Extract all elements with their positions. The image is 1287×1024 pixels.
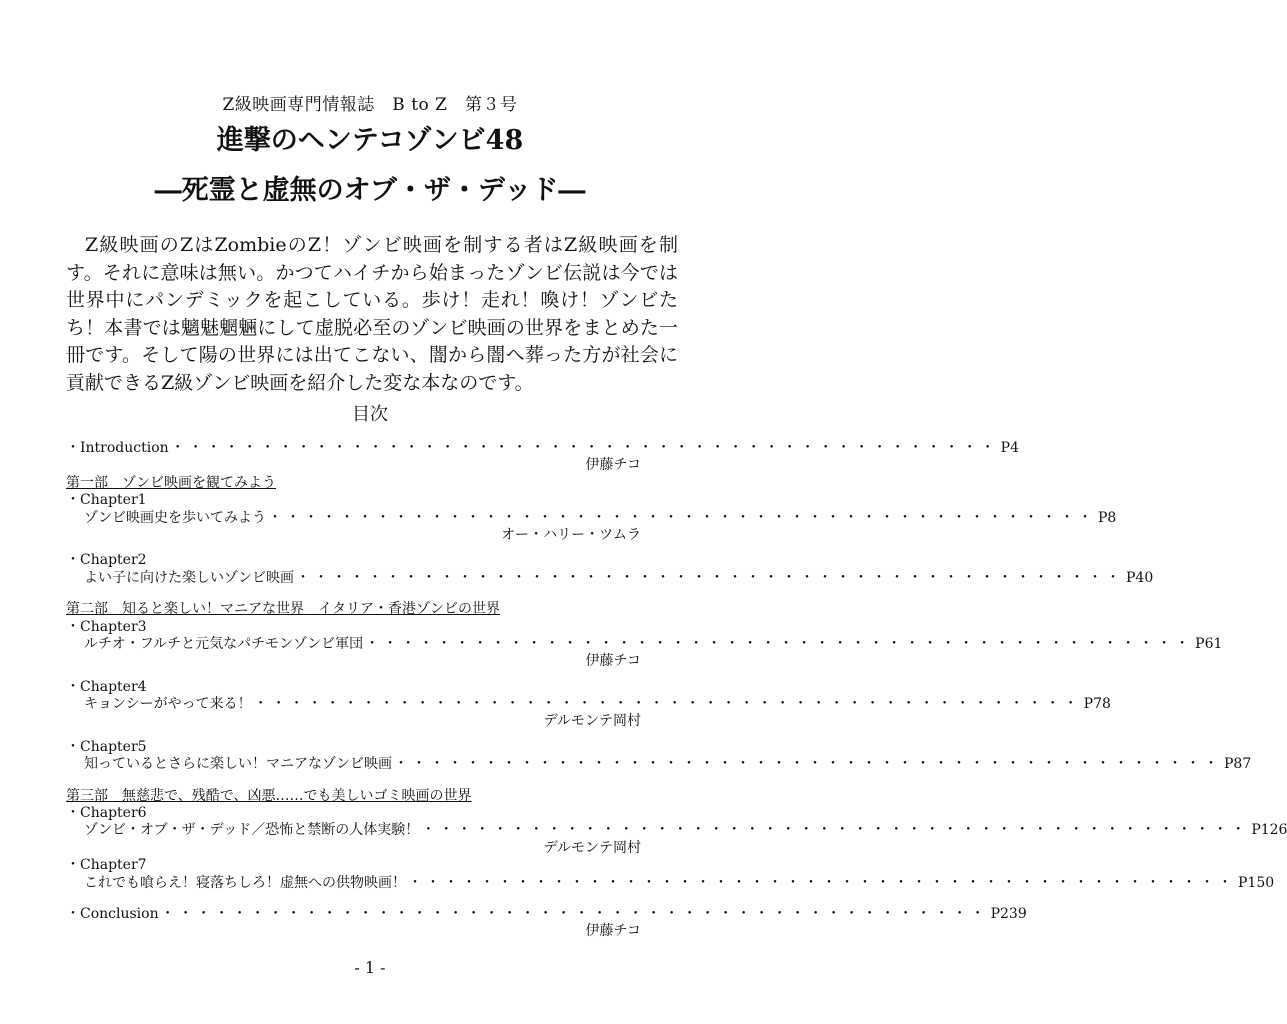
- toc-page-number: P78: [1083, 696, 1111, 713]
- toc-author: デルモンテ岡村: [543, 839, 641, 856]
- toc-author: 伊藤チコ: [585, 457, 641, 474]
- toc-entry-chapter-5: [66, 756, 1252, 773]
- toc-entry-label: キョンシーがやって来る！: [84, 696, 252, 713]
- dot-leader: ・・・・・・・・・・・・・・・・・・・・・・・・・・・・・・・・・・・・・・・・・・・・・・: [421, 822, 1250, 839]
- toc-entry-label: よい子に向けた楽しいゾンビ映画: [84, 569, 294, 586]
- toc-chapter-7-head: ・Chapter7: [66, 857, 147, 874]
- toc-page-number: P150: [1238, 874, 1275, 891]
- toc-chapter-5-head: ・Chapter5: [66, 738, 147, 755]
- toc-page-number: P61: [1195, 635, 1223, 652]
- toc-entry-chapter-1: [66, 509, 1117, 527]
- toc-entry-label: ・Introduction: [66, 440, 169, 456]
- toc-chapter-3-head: ・Chapter3: [66, 618, 147, 635]
- toc-author: 伊藤チコ: [585, 653, 641, 670]
- dot-leader: ・・・・・・・・・・・・・・・・・・・・・・・・・・・・・・・・・・・・・・・・・・・・・・: [170, 440, 999, 456]
- toc-entry-chapter-4: [66, 696, 1111, 713]
- toc-chapter-4-head: ・Chapter4: [66, 678, 147, 695]
- page-number: - 1 -: [354, 958, 386, 977]
- dot-leader: ・・・・・・・・・・・・・・・・・・・・・・・・・・・・・・・・・・・・・・・・・・・・・・: [253, 696, 1082, 713]
- dot-leader: ・・・・・・・・・・・・・・・・・・・・・・・・・・・・・・・・・・・・・・・・・・・・・・: [394, 756, 1222, 773]
- toc-author: オー・ハリー・ツムラ: [501, 526, 641, 543]
- toc-entry-conclusion: [66, 905, 1027, 923]
- table-of-contents: [66, 440, 1287, 941]
- series-line: Z級映画専門情報誌 B to Z 第３号: [222, 95, 518, 115]
- toc-entry-label: ・Conclusion: [66, 905, 159, 922]
- dot-leader: ・・・・・・・・・・・・・・・・・・・・・・・・・・・・・・・・・・・・・・・・・・・・・・: [268, 509, 1096, 526]
- toc-part-3: 第三部 無慈悲で、残酷で、凶悪……でも美しいゴミ映画の世界: [66, 787, 472, 804]
- toc-entry-label: ルチオ・フルチと元気なパチモンゾンビ軍団: [84, 635, 364, 652]
- book-title: 進撃のヘンテコゾンビ48: [216, 125, 524, 156]
- toc-entry-label: 知っているとさらに楽しい！マニアなゾンビ映画: [84, 756, 392, 773]
- toc-author: デルモンテ岡村: [543, 713, 641, 730]
- intro-paragraph: Z級映画のZはZombieのZ！ゾンビ映画を制する者はZ級映画を制す。それに意味は無い。かつてハイチから始まったゾンビ伝説は今では世界中にパンデミックを起こしている。歩け！走れ！喚け！ゾンビたち！本書では魑魅魍魎にして虚脱必至のゾンビ映画の世界をまとめた一冊です。そして陽の世界には出てこない、闇から闇へ葬った方が社会に貢献できるZ級ゾンビ映画を紹介した変な本なのです。: [66, 234, 678, 394]
- toc-page-number: P8: [1098, 509, 1117, 526]
- toc-entry-label: ゾンビ・オブ・ザ・デッド／恐怖と禁断の人体実験！: [84, 822, 420, 839]
- toc-entry-chapter-2: [66, 569, 1154, 587]
- toc-entry-label: これでも喰らえ！寝落ちしろ！虚無への供物映画！: [84, 874, 406, 891]
- toc-entry-label: ゾンビ映画史を歩いてみよう: [84, 509, 266, 526]
- toc-heading: 目次: [352, 404, 388, 425]
- toc-entry-chapter-6: [66, 822, 1287, 839]
- toc-page-number: P40: [1126, 569, 1154, 586]
- dot-leader: ・・・・・・・・・・・・・・・・・・・・・・・・・・・・・・・・・・・・・・・・・・・・・・: [160, 905, 989, 922]
- toc-entry-chapter-3: [66, 635, 1223, 653]
- toc-chapter-6-head: ・Chapter6: [66, 805, 147, 822]
- toc-page-number: P87: [1224, 756, 1252, 773]
- toc-chapter-1-head: ・Chapter1: [66, 492, 147, 509]
- toc-page-number: P4: [1000, 440, 1019, 456]
- toc-entry-introduction: [66, 440, 1019, 457]
- toc-chapter-2-head: ・Chapter2: [66, 552, 147, 569]
- dot-leader: ・・・・・・・・・・・・・・・・・・・・・・・・・・・・・・・・・・・・・・・・・・・・・・: [408, 874, 1236, 891]
- toc-page-number: P126: [1251, 822, 1287, 839]
- toc-part-1: 第一部 ゾンビ映画を観てみよう: [66, 474, 276, 491]
- toc-author: 伊藤チコ: [585, 923, 641, 940]
- toc-entry-chapter-7: [66, 874, 1275, 892]
- toc-part-2: 第二部 知ると楽しい！マニアな世界 イタリア・香港ゾンビの世界: [66, 601, 500, 618]
- book-subtitle: ―死霊と虚無のオブ・ザ・デッド―: [154, 175, 586, 206]
- toc-page-number: P239: [990, 905, 1027, 922]
- dot-leader: ・・・・・・・・・・・・・・・・・・・・・・・・・・・・・・・・・・・・・・・・・・・・・・: [296, 569, 1124, 586]
- dot-leader: ・・・・・・・・・・・・・・・・・・・・・・・・・・・・・・・・・・・・・・・・・・・・・・: [365, 635, 1194, 652]
